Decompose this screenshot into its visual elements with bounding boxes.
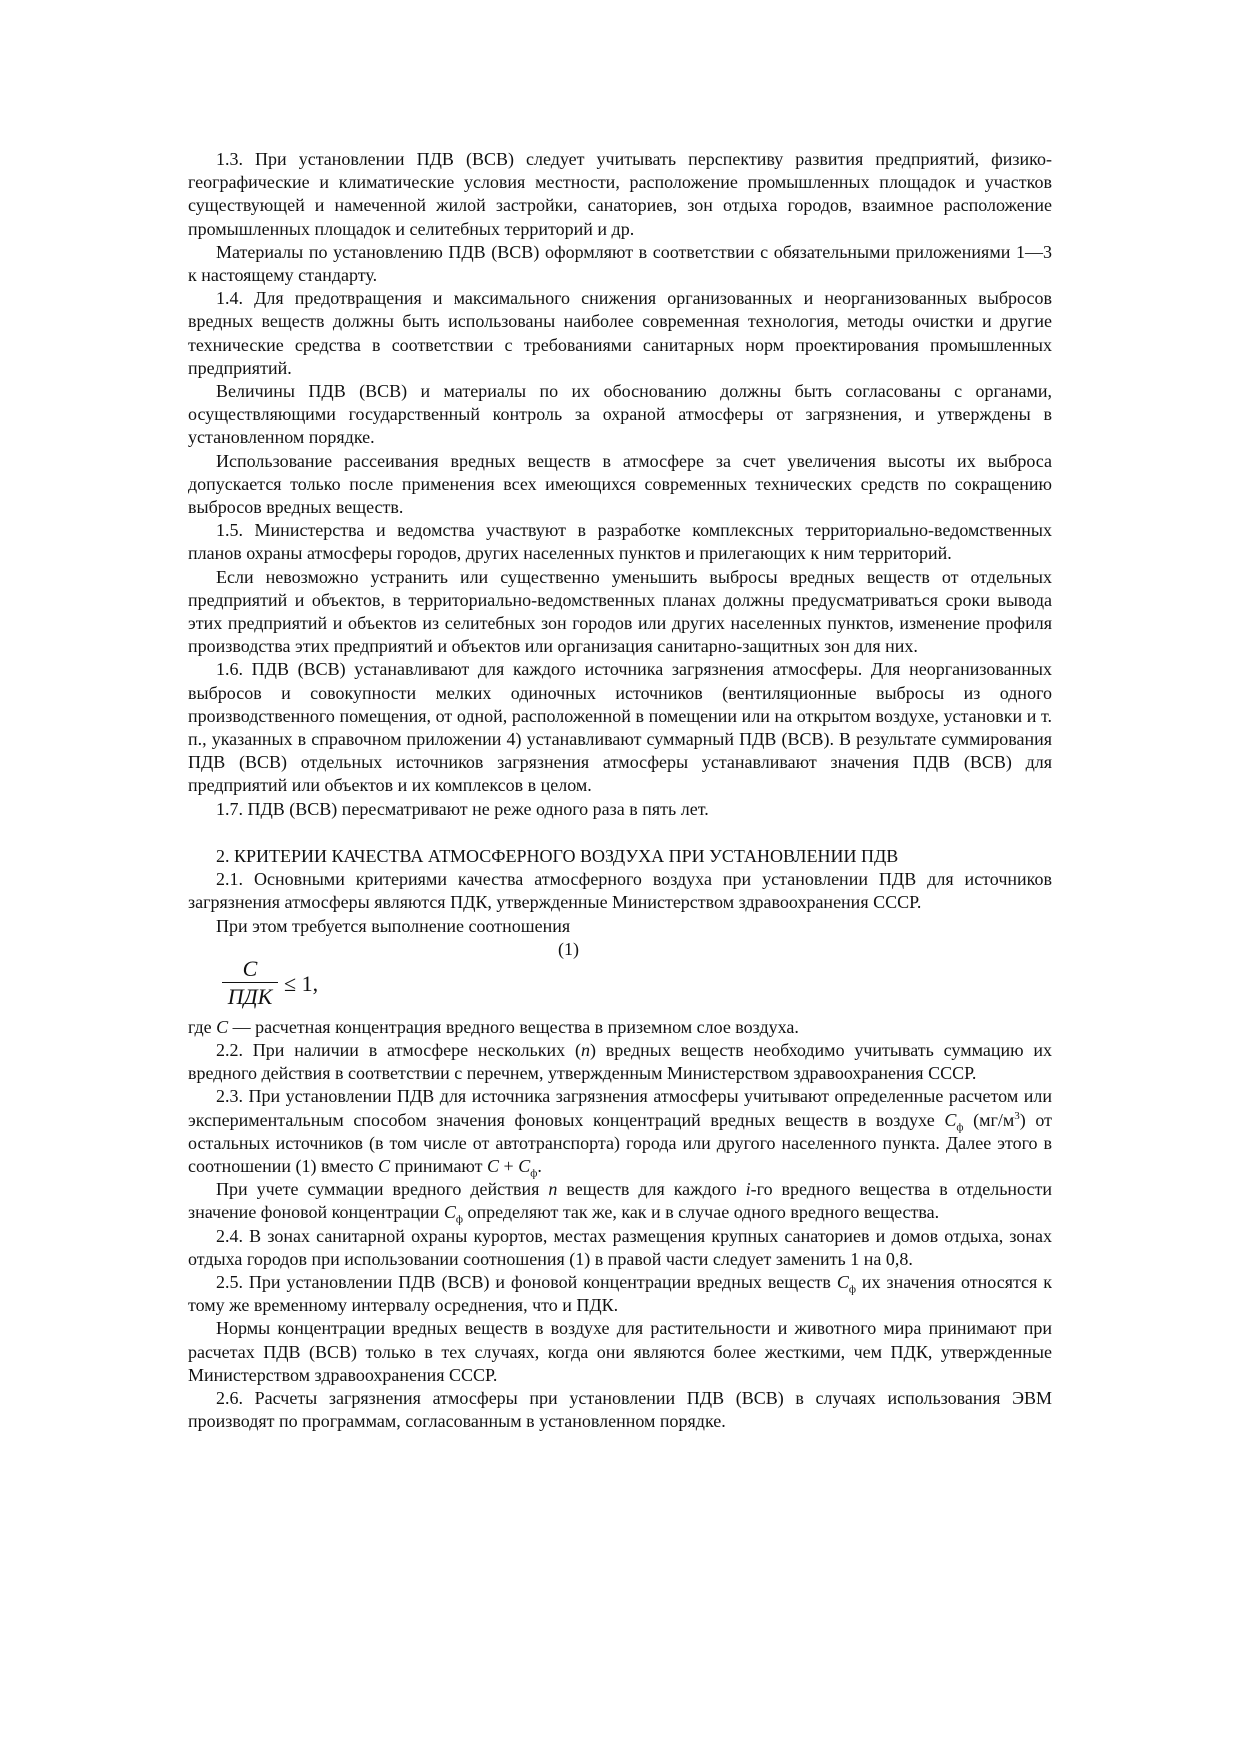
var-c: C <box>378 1155 391 1176</box>
formula-number: (1) <box>558 938 579 959</box>
formula-fraction <box>222 956 318 1011</box>
para-1-3: 1.3. При установлении ПДВ (ВСВ) следует учитывать перспективу развития предприятий, физико-географические и климатические условия местности, расположение промышленных площадок и участков существующей и намеченной жилой застройки, санаториев, зон отдыха городов, взаимное расположение промышленных площадок и селитебных территорий и др. <box>188 149 1052 239</box>
t: При учете суммации вредного действия <box>216 1179 549 1200</box>
fraction-denominator: ПДК <box>227 983 273 1009</box>
sub-f: ф <box>455 1213 463 1226</box>
para-2-4: 2.4. В зонах санитарной охраны курортов, местах размещения крупных санаториев и домов отдыха, зонах отдыха городов при использовании соотношения (1) в правой части следует заменить 1 на 0,8. <box>188 1225 1052 1269</box>
para-2-3-summation <box>188 1178 1052 1224</box>
document-page <box>188 148 1052 1433</box>
para-2-5 <box>188 1271 1052 1317</box>
sub-f: ф <box>956 1121 964 1134</box>
t: 2.3. При установлении ПДВ для источника загрязнения атмосферы учитывают определенные расчетом или экспериментальным способом значения фоновых концентраций вредных веществ в воздухе <box>188 1086 1052 1130</box>
para-2-2-text-b: ) вредных веществ необходимо учитывать суммацию их вредного действия в соответствии с перечнем, утвержденным Министерством здравоохранения СССР. <box>188 1039 1052 1084</box>
para-1-4-dispersion: Использование рассеивания вредных веществ в атмосфере за счет увеличения высоты их выброса допускается только после применения всех имеющихся современных технических средств по сокращению выбросов вредных веществ. <box>188 450 1052 518</box>
para-2-2 <box>188 1039 1052 1085</box>
var-c: C <box>944 1109 957 1130</box>
t: 2.5. При установлении ПДВ (ВСВ) и фоновой концентрации вредных веществ <box>216 1271 837 1292</box>
where-var: C <box>216 1016 229 1037</box>
para-1-6: 1.6. ПДВ (ВСВ) устанавливают для каждого источника загрязнения атмосферы. Для неорганизованных выбросов и совокупности мелких одиночных источников (вентиляционные выбросы из одного производственного помещения, от одной, расположенной в помещении или на открытом воздухе, установки и т. п., указанных в справочном приложении 4) устанавливают суммарный ПДВ (ВСВ). В результате суммирования ПДВ (ВСВ) отдельных источников загрязнения атмосферы устанавливают значения ПДВ (ВСВ) для предприятий или объектов и их комплексов в целом. <box>188 659 1052 796</box>
t: веществ для каждого <box>557 1179 746 1200</box>
t: их значения относятся к тому же временному интервалу осреднения, что и ПДК. <box>188 1271 1052 1316</box>
para-1-5-impossible: Если невозможно устранить или существенно уменьшить выбросы вредных веществ от отдельных предприятий и объектов, в территориально-ведомственных планах должны предусматриваться сроки вывода этих предприятий и объектов из селитебных зон городов или других населенных пунктов, изменение профиля производства этих предприятий и объектов или организация санитарно-защитных зон для них. <box>188 566 1052 657</box>
t: принимают <box>390 1155 488 1176</box>
para-1-5: 1.5. Министерства и ведомства участвуют в разработке комплексных территориально-ведомственных планов охраны атмосферы городов, других населенных пунктов и прилегающих к ним территорий. <box>188 520 1052 564</box>
var-c: C <box>443 1202 456 1223</box>
var-c: C <box>518 1155 531 1176</box>
formula-rhs: ≤ 1, <box>284 970 319 996</box>
fraction-numerator: C <box>242 955 258 981</box>
sub-f: ф <box>530 1167 538 1180</box>
para-1-7: 1.7. ПДВ (ВСВ) пересматривают не реже одного раза в пять лет. <box>216 798 709 819</box>
t: + <box>499 1155 519 1176</box>
para-2-6: 2.6. Расчеты загрязнения атмосферы при установлении ПДВ (ВСВ) в случаях использования ЭВМ производят по программам, согласованным в установленном порядке. <box>188 1387 1052 1432</box>
where-prefix: где <box>188 1016 217 1037</box>
sub-f: ф <box>848 1283 856 1296</box>
where-text: — расчетная концентрация вредного вещества в приземном слое воздуха. <box>228 1016 799 1037</box>
sup-3: 3 <box>1014 1109 1020 1122</box>
para-2-2-var: n <box>580 1039 590 1060</box>
para-1-4-values: Величины ПДВ (ВСВ) и материалы по их обоснованию должны быть согласованы с органами, осуществляющими государственный контроль за охраной атмосферы от загрязнения, и утверждены в установленном порядке. <box>188 381 1052 448</box>
t: -го вредного вещества в отдельности значение фоновой концентрации <box>188 1179 1052 1223</box>
formula-1 <box>188 938 1052 1016</box>
t: определяют так же, как и в случае одного вредного вещества. <box>462 1202 940 1223</box>
section-2-heading: 2. КРИТЕРИИ КАЧЕСТВА АТМОСФЕРНОГО ВОЗДУХА ПРИ УСТАНОВЛЕНИИ ПДВ <box>216 845 899 866</box>
para-1-3-materials: Материалы по установлению ПДВ (ВСВ) оформляют в соответствии с обязательными приложениями 1—3 к настоящему стандарту. <box>188 241 1052 286</box>
para-2-1: 2.1. Основными критериями качества атмосферного воздуха при установлении ПДВ для источников загрязнения атмосферы являются ПДК, утвержденные Министерством здравоохранения СССР. <box>188 869 1052 913</box>
var-n: n <box>548 1179 558 1200</box>
section-gap <box>188 821 1052 845</box>
para-2-3 <box>188 1085 1052 1178</box>
t: (мг/м <box>963 1109 1015 1130</box>
para-2-1-relation: При этом требуется выполнение соотношения <box>216 915 571 936</box>
para-2-5-norms: Нормы концентрации вредных веществ в воздухе для растительности и животного мира принимают при расчетах ПДВ (ВСВ) только в тех случаях, когда они являются более жесткими, чем ПДК, утвержденные Министерством здравоохранения СССР. <box>188 1318 1052 1385</box>
formula-where <box>188 1016 1052 1039</box>
para-2-2-text-a: 2.2. При наличии в атмосфере нескольких ( <box>216 1039 581 1060</box>
var-i: i <box>745 1179 751 1200</box>
t: . <box>537 1155 542 1176</box>
fraction <box>222 956 278 1011</box>
var-c: C <box>836 1271 849 1292</box>
t: ) от остальных источников (в том числе от автотранспорта) города или другого населенного пункта. Далее этого в соотношении (1) вместо <box>188 1109 1053 1176</box>
var-c: C <box>487 1155 500 1176</box>
para-1-4: 1.4. Для предотвращения и максимального снижения организованных и неорганизованных выбросов вредных веществ должны быть использованы наиболее современная технология, методы очистки и другие технические средства в соответствии с требованиями санитарных норм проектирования промышленных предприятий. <box>188 288 1052 378</box>
